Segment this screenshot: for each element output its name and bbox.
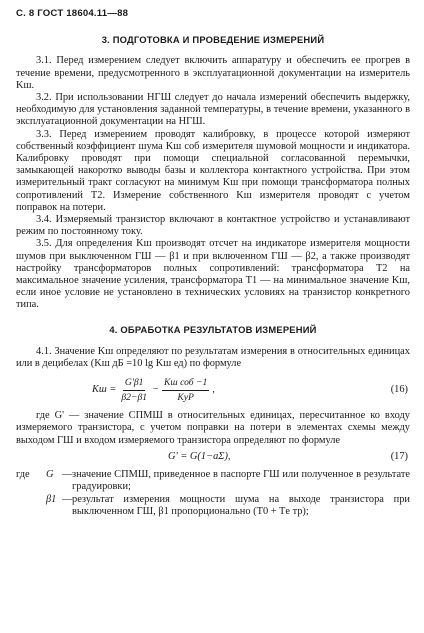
formula-16-fraction-2-numerator: Kш соб −1 bbox=[162, 377, 209, 391]
definition-lead: где bbox=[16, 469, 30, 481]
running-head: С. 8 ГОСТ 18604.11—88 bbox=[16, 8, 129, 19]
section-4-heading: 4. ОБРАБОТКА РЕЗУЛЬТАТОВ ИЗМЕРЕНИЙ bbox=[109, 323, 317, 335]
formula-16-number: (16) bbox=[390, 384, 408, 396]
formula-16-lhs: Kш = bbox=[92, 384, 117, 396]
paragraph-after-16: где G' — значение СПМШ в относительных единицах, пересчитанное ко входу измеряемого транзистора, с учетом поправки на потери в элементах схемы между выходом ГШ и входом измеряемого транзистора определяют по формуле bbox=[16, 410, 410, 446]
paragraph-3-3: 3.3. Перед измерением проводят калибровку, в процессе которой измеряют собственный коэффициент шума Kш соб измерителя шумовой мощности и индикатора. Калибровку проводят при помощи специальной согласованной перемычки, замыкающей накоротко выводы базы и коллектора контактного устройства. При этом измерительный тракт согласуют на минимум Kш при помощи трансформатора полных сопротивлений T2. Измерение собственного Kш измерителя проводят с учетом поправок на потери. bbox=[16, 128, 410, 213]
definition-text: значение СПМШ, приведенное в паспорте ГШ или полученное в результате градуировки; bbox=[72, 469, 410, 493]
formula-16-minus: − bbox=[152, 384, 160, 396]
definition-item bbox=[16, 494, 410, 518]
definition-symbol: G bbox=[46, 469, 54, 481]
formula-16-comma: , bbox=[212, 384, 215, 396]
formula-16-fraction-1 bbox=[119, 377, 149, 404]
formula-16-fraction-2 bbox=[162, 377, 209, 404]
definition-symbol: β1 bbox=[46, 493, 57, 505]
formula-16-fraction-1-denominator: β2−β1 bbox=[121, 391, 148, 403]
definition-text: результат измерения мощности шума на выходе транзистора при выключенном ГШ, β1 пропорционально (T0 + Tе тр); bbox=[72, 493, 410, 517]
formula-17-expression: G' = G(1−aΣ), bbox=[168, 450, 231, 462]
formula-16-fraction-1-numerator: G'β1 bbox=[123, 377, 146, 391]
formula-16-fraction-2-denominator: KуР bbox=[177, 391, 194, 403]
formula-17-number: (17) bbox=[390, 450, 408, 462]
section-3-heading: 3. ПОДГОТОВКА И ПРОВЕДЕНИЕ ИЗМЕРЕНИЙ bbox=[101, 34, 325, 46]
definition-dash: — bbox=[62, 493, 73, 505]
paragraph-3-2: 3.2. При использовании НГШ следует до начала измерений обеспечить выдержку, необходимую для установления заданной температуры, в течение времени, указанного в эксплуатационной документации на НГШ. bbox=[16, 92, 410, 128]
formula-16 bbox=[16, 373, 410, 407]
definitions-list bbox=[16, 469, 410, 518]
paragraph-3-5: 3.5. Для определения Kш производят отсчет на индикаторе измерителя мощности шумов при выключенном ГШ — β1 и при включенном ГШ — β2, а также производят настройку трансформаторов полных сопротивлений: трансформатора T2 на максимальное значение усиления, трансформатора T1 — на минимальное значение Kш, если иное условие не установлено в технических условиях на транзистор конкретного типа. bbox=[16, 238, 410, 311]
paragraph-3-4: 3.4. Измеряемый транзистор включают в контактное устройство и устанавливают режим по постоянному току. bbox=[16, 214, 410, 238]
paragraph-4-1: 4.1. Значение Kш определяют по результатам измерения в относительных единицах или в децибелах (Kш дБ =10 lg Kш ед) по формуле bbox=[16, 345, 410, 370]
paragraph-3-1: 3.1. Перед измерением следует включить аппаратуру и обеспечить ее прогрев в течение времени, предусмотренного в эксплуатационной документации на измеритель Kш. bbox=[16, 55, 410, 91]
definition-dash: — bbox=[62, 469, 73, 481]
formula-17 bbox=[16, 451, 410, 463]
definition-item bbox=[16, 469, 410, 493]
